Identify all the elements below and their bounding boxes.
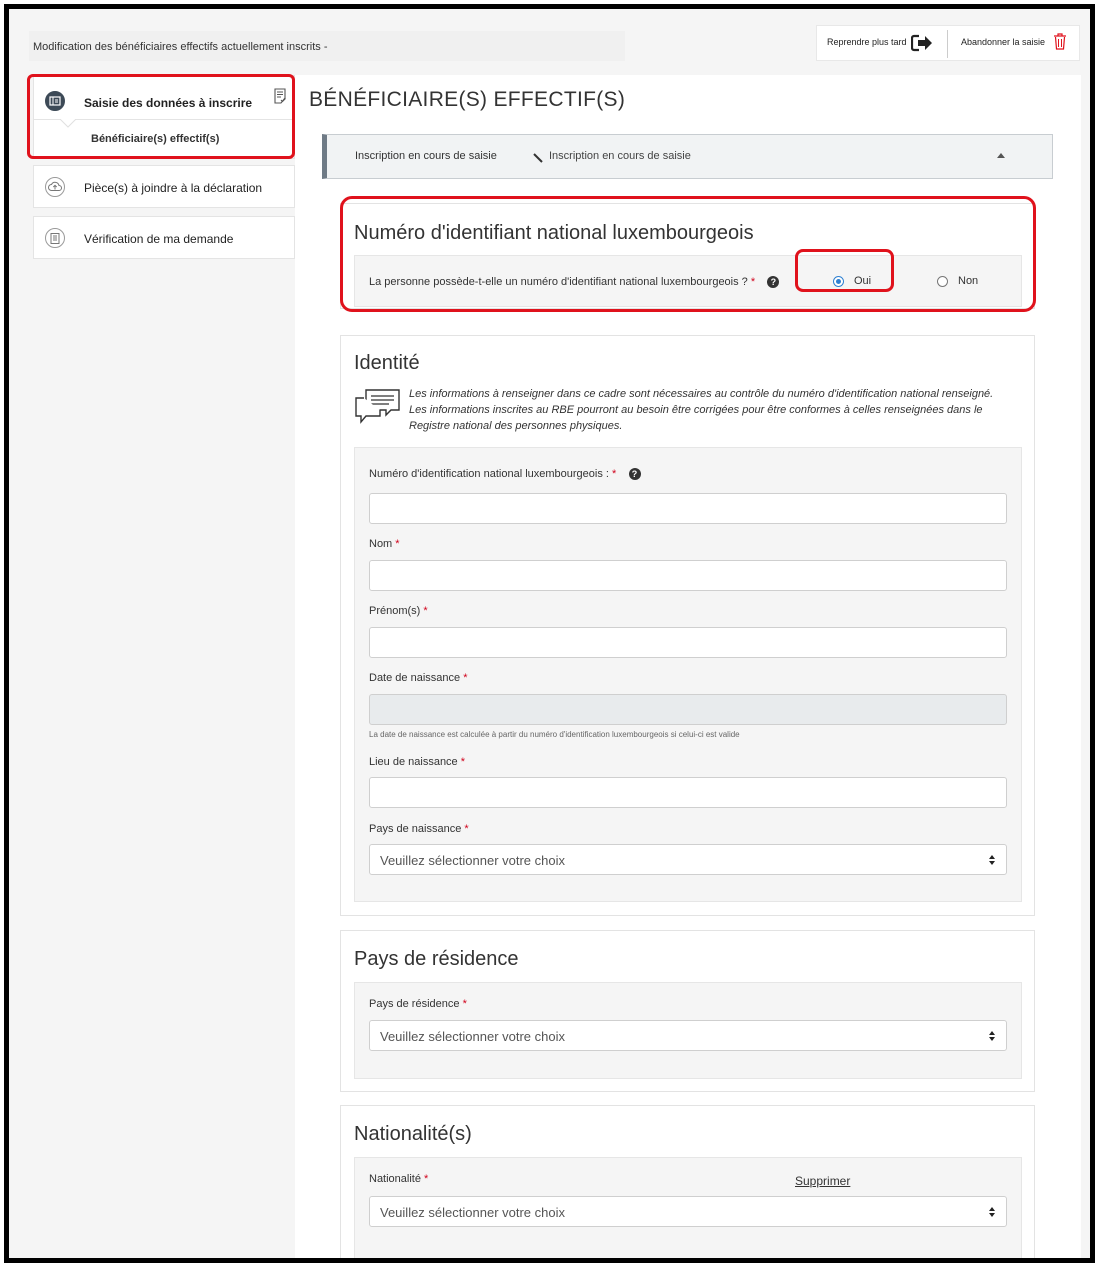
radio-oui[interactable] <box>833 275 871 287</box>
nom-label: Nom * <box>369 538 400 550</box>
status-accordion[interactable] <box>322 134 1053 179</box>
birth-country-label: Pays de naissance * <box>369 823 469 835</box>
prenom-label: Prénom(s) * <box>369 605 428 617</box>
abandon-button[interactable]: Abandonner la saisie <box>961 37 1046 47</box>
select-value: Veuillez sélectionner votre choix <box>380 853 565 868</box>
trash-icon[interactable] <box>1053 32 1067 55</box>
section-title: Pays de résidence <box>354 948 519 970</box>
delete-nationality-link[interactable]: Supprimer <box>795 1174 851 1188</box>
sidebar-item-label: Pièce(s) à joindre à la déclaration <box>84 181 263 195</box>
clipboard-icon <box>45 228 65 248</box>
pencil-icon <box>533 151 544 169</box>
section-title: Identité <box>354 352 420 374</box>
identity-section <box>340 335 1035 916</box>
document-check-icon <box>273 88 287 109</box>
radio-non[interactable] <box>937 275 978 287</box>
section-title: Nationalité(s) <box>354 1123 472 1145</box>
page-header-title: Modification des bénéficiaires effectifs actuellement inscrits - <box>33 41 328 53</box>
main-content <box>295 75 1081 1263</box>
select-arrows-icon <box>989 1207 995 1217</box>
residence-country-select[interactable] <box>369 1020 1007 1051</box>
residence-label: Pays de résidence * <box>369 998 467 1010</box>
radio-non-label: Non <box>958 275 979 287</box>
birth-date-hint: La date de naissance est calculée à partir du numéro d'identification luxembourgeois si celui-ci est valide <box>369 730 740 739</box>
top-bar <box>9 9 1090 75</box>
radio-oui-indicator[interactable] <box>833 276 844 287</box>
header-actions <box>816 25 1080 61</box>
section-title: Numéro d'identifiant national luxembourgeois <box>354 222 754 244</box>
sidebar-item-data-entry[interactable] <box>33 75 295 159</box>
cloud-upload-icon <box>45 177 65 197</box>
sidebar-subitem-beneficiaries[interactable] <box>34 119 294 159</box>
birth-place-input[interactable] <box>369 777 1007 808</box>
identity-fields-box <box>354 447 1022 902</box>
prenom-input[interactable] <box>369 627 1007 658</box>
speech-bubbles-icon <box>354 388 402 431</box>
radio-non-indicator[interactable] <box>937 276 948 287</box>
form-icon <box>45 91 65 111</box>
select-arrows-icon <box>989 1031 995 1041</box>
exit-arrow-icon[interactable] <box>911 33 933 58</box>
national-id-input[interactable] <box>369 493 1007 524</box>
national-id-field-label: Numéro d'identification national luxembourgeois : * ? <box>369 468 641 480</box>
nom-input[interactable] <box>369 560 1007 591</box>
sidebar-item-label: Saisie des données à inscrire <box>84 96 253 110</box>
nationality-label: Nationalité * <box>369 1173 429 1185</box>
birth-place-label: Lieu de naissance * <box>369 756 466 768</box>
birth-date-label: Date de naissance * <box>369 672 468 684</box>
birth-country-select[interactable] <box>369 844 1007 875</box>
status-value: Inscription en cours de saisie <box>549 150 691 162</box>
nationality-section <box>340 1105 1035 1263</box>
national-id-question-box <box>354 255 1022 307</box>
sidebar-item-verification[interactable] <box>33 216 295 259</box>
national-id-question: La personne possède-t-elle un numéro d'identifiant national luxembourgeois ? * ? <box>369 276 779 288</box>
collapse-caret-icon[interactable] <box>997 153 1005 158</box>
sidebar-item-attachments[interactable] <box>33 165 295 208</box>
actions-divider <box>947 30 948 58</box>
radio-oui-label: Oui <box>854 275 872 287</box>
help-icon[interactable]: ? <box>767 276 779 288</box>
select-arrows-icon <box>989 855 995 865</box>
status-label: Inscription en cours de saisie <box>355 150 497 162</box>
help-icon[interactable]: ? <box>629 468 641 480</box>
birth-date-input <box>369 694 1007 725</box>
residence-fields-box <box>354 982 1022 1079</box>
screenshot-frame <box>4 4 1095 1263</box>
select-value: Veuillez sélectionner votre choix <box>380 1205 565 1220</box>
residence-section <box>340 930 1035 1092</box>
page-title: BÉNÉFICIAIRE(S) EFFECTIF(S) <box>309 88 626 111</box>
resume-later-button[interactable]: Reprendre plus tard <box>827 37 907 47</box>
sidebar-subitem-label: Bénéficiaire(s) effectif(s) <box>91 133 220 145</box>
sidebar-item-label: Vérification de ma demande <box>84 232 234 246</box>
nationality-fields-box <box>354 1157 1022 1263</box>
national-id-section <box>340 203 1035 309</box>
select-value: Veuillez sélectionner votre choix <box>380 1029 565 1044</box>
nationality-select[interactable] <box>369 1196 1007 1227</box>
identity-info-text: Les informations à renseigner dans ce cadre sont nécessaires au contrôle du numéro d'identification national renseigné. Les informations inscrites au RBE pourront au besoin être corrigées pour être conformes à celles renseignées dans le Registre national des personnes physiques. <box>409 388 994 432</box>
